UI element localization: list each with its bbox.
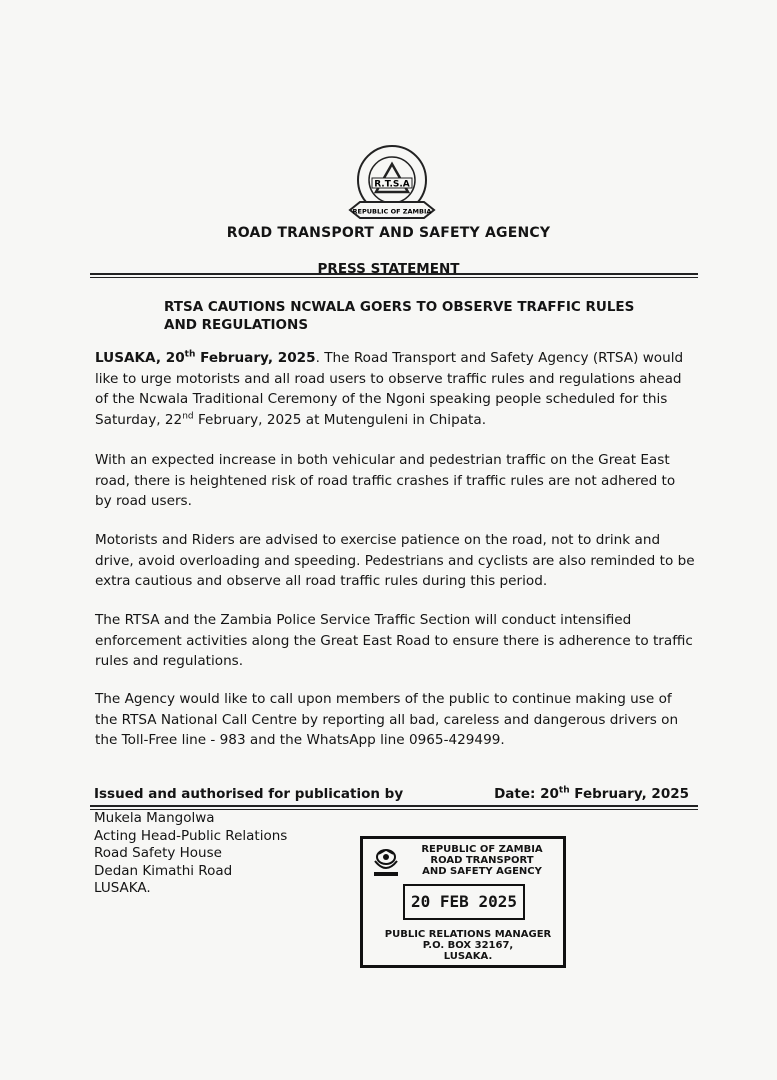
address-city: LUSAKA. — [94, 880, 151, 897]
agency-name: ROAD TRANSPORT AND SAFETY AGENCY — [226, 225, 551, 241]
issued-by-label: Issued and authorised for publication by — [94, 786, 404, 802]
svg-text:REPUBLIC OF ZAMBIA: REPUBLIC OF ZAMBIA — [352, 207, 432, 216]
paragraph-4: The RTSA and the Zambia Police Service Traffic Section will conduct intensified enforcement activities along the Great East Road to ensure there is adherence to traffic rules and regulations. — [95, 612, 693, 669]
svg-text:R.T.S.A: R.T.S.A — [374, 179, 410, 190]
paragraph-5: The Agency would like to call upon members of the public to continue making use of the RTSA National Call Centre by reporting all bad, careless and dangerous drivers on the Toll-Free line - 983 and the WhatsApp line 0965-429499. — [95, 691, 679, 748]
header-divider-thin — [90, 277, 698, 278]
coat-of-arms-icon — [369, 845, 403, 879]
rtsa-logo — [346, 140, 438, 226]
signatory-name: Mukela Mangolwa — [94, 810, 215, 826]
paragraph-1: LUSAKA, 20th February, 2025. The Road Transport and Safety Agency (RTSA) would like to urge motorists and all road users to observe traffic rules and regulations ahead of the Ncwala Traditional Ceremony of the Ngoni speaking people scheduled for this Saturday, 22nd February, 2025 at Mutenguleni in Chipata. — [95, 349, 684, 428]
footer-divider — [90, 805, 698, 807]
address-line-1: Road Safety House — [94, 845, 222, 862]
stamp-header: REPUBLIC OF ZAMBIA ROAD TRANSPORT AND SAFETY AGENCY — [421, 844, 543, 877]
stamp-footer: PUBLIC RELATIONS MANAGER P.O. BOX 32167, LUSAKA. — [384, 929, 552, 962]
issue-date: Date: 20th February, 2025 — [494, 785, 689, 802]
address-line-2: Dedan Kimathi Road — [94, 862, 233, 879]
paragraph-2: With an expected increase in both vehicular and pedestrian traffic on the Great East road, there is heightened risk of road traffic crashes if traffic rules are not adhered to by road users. — [95, 452, 676, 509]
stamp-date: 20 FEB 2025 — [403, 884, 525, 920]
dateline: LUSAKA, 20th February, 2025 — [95, 349, 316, 366]
signatory-block — [94, 810, 287, 898]
headline: RTSA CAUTIONS NCWALA GOERS TO OBSERVE TRAFFIC RULES AND REGULATIONS — [164, 299, 635, 333]
signatory-title: Acting Head-Public Relations — [94, 827, 288, 844]
document-type: PRESS STATEMENT — [317, 261, 460, 277]
paragraph-3: Motorists and Riders are advised to exercise patience on the road, not to drink and drive, avoid overloading and speeding. Pedestrians and cyclists are also reminded to be extra cautious and observe all road traffic rules during this period. — [95, 532, 695, 589]
official-stamp — [360, 836, 566, 968]
header-divider — [90, 273, 698, 275]
